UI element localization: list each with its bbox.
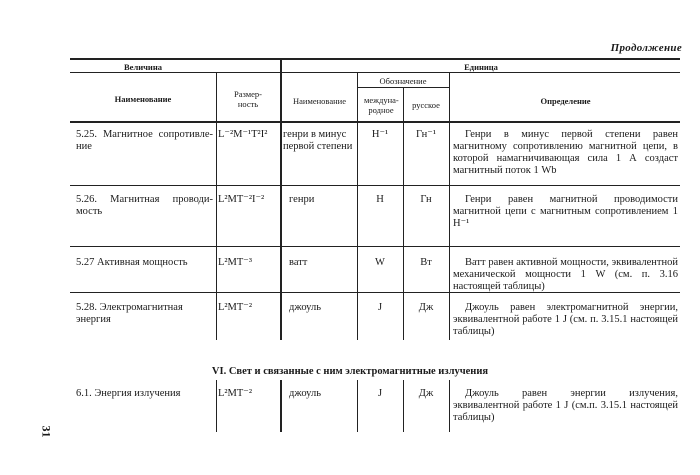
row-rus-symbol: Гн⁻¹ bbox=[416, 129, 436, 140]
table-top-rule bbox=[70, 58, 680, 60]
row-unit-name: генри в минус первой степени bbox=[283, 129, 353, 152]
header-unit-name: Наименование bbox=[293, 96, 346, 106]
row-intl-symbol: J bbox=[377, 388, 383, 399]
row-quantity-name: 6.1. Энергия излучения bbox=[76, 388, 181, 399]
header-name: Наименование bbox=[114, 94, 172, 104]
header-divider-quantity bbox=[70, 72, 280, 73]
header-bottom-rule bbox=[70, 121, 680, 123]
row-definition: Джоуль равен электромагнитной энергии, эквивалентной работе 1 J (см. п. 3.15.1 настоящей таблицы) bbox=[453, 302, 678, 337]
row-definition: Джоуль равен энергии излучения, эквивалентной работе 1 J (см.п. 3.15.1 настоящей таблицы) bbox=[453, 388, 678, 423]
body-divider-def bbox=[449, 380, 450, 432]
header-quantity: Величина bbox=[124, 62, 162, 72]
section-title: VI. Свет и связанные с ним электромагнитные излучения bbox=[211, 366, 489, 377]
row-quantity-name: 5.27 Активная мощность bbox=[76, 257, 188, 268]
body-divider-dim bbox=[216, 380, 217, 432]
row-intl-symbol: J bbox=[377, 302, 383, 313]
row-intl-symbol: W bbox=[375, 257, 385, 268]
row-separator bbox=[70, 246, 680, 247]
row-separator bbox=[70, 185, 680, 186]
continuation-label: Продолжение bbox=[610, 42, 682, 54]
row-unit-name: генри bbox=[289, 194, 315, 205]
row-definition: Генри равен магнитной проводимости магнитной цепи с магнитным сопротивлением 1 H⁻¹ bbox=[453, 194, 678, 229]
header-designation: Обозначение bbox=[379, 76, 427, 86]
page-number: 31 bbox=[39, 425, 54, 438]
body-divider-main bbox=[280, 123, 282, 340]
row-dimension: L²MT⁻²I⁻² bbox=[218, 194, 265, 205]
row-intl-symbol: H⁻¹ bbox=[371, 129, 389, 140]
row-dimension: L²MT⁻² bbox=[218, 302, 253, 313]
row-definition: Генри в минус первой степени равен магнитному сопротивлению магнитной цепи, в которой намагничивающая сила 1 А создаст магнитный поток 1 Wb bbox=[453, 129, 678, 176]
row-dimension: L⁻²M⁻¹T²I² bbox=[218, 129, 268, 140]
row-dimension: L²MT⁻³ bbox=[218, 257, 253, 268]
row-quantity-name: 5.28. Электромагнитная энергия bbox=[76, 302, 183, 325]
row-unit-name: джоуль bbox=[289, 388, 322, 399]
header-dimension: Размер-ность bbox=[234, 89, 262, 109]
row-dimension: L²MT⁻² bbox=[218, 388, 253, 399]
row-rus-symbol: Дж bbox=[418, 302, 434, 313]
row-rus-symbol: Дж bbox=[418, 388, 434, 399]
col-divider-def bbox=[449, 72, 450, 122]
row-quantity-name: 5.25. Магнитное сопротивле-ние bbox=[76, 129, 213, 152]
row-definition: Ватт равен активной мощности, эквивалентной механической мощности 1 W (см. п. 3.16 настоящей таблицы) bbox=[453, 257, 678, 292]
header-intl: междуна-родное bbox=[364, 95, 399, 115]
body-divider-dim bbox=[216, 123, 217, 340]
header-divider-unit bbox=[280, 72, 680, 73]
body-divider-def bbox=[449, 123, 450, 340]
row-unit-name: ватт bbox=[289, 257, 308, 268]
row-rus-symbol: Вт bbox=[420, 257, 432, 268]
header-unit: Единица bbox=[464, 62, 498, 72]
header-russian: русское bbox=[412, 100, 440, 110]
header-definition: Определение bbox=[540, 96, 591, 106]
row-unit-name: джоуль bbox=[289, 302, 322, 313]
row-rus-symbol: Гн bbox=[420, 194, 432, 205]
row-intl-symbol: H bbox=[376, 194, 384, 205]
col-divider-dim bbox=[216, 72, 217, 122]
body-divider-main bbox=[280, 380, 282, 432]
row-quantity-name: 5.26. Магнитная проводи-мость bbox=[76, 194, 213, 217]
